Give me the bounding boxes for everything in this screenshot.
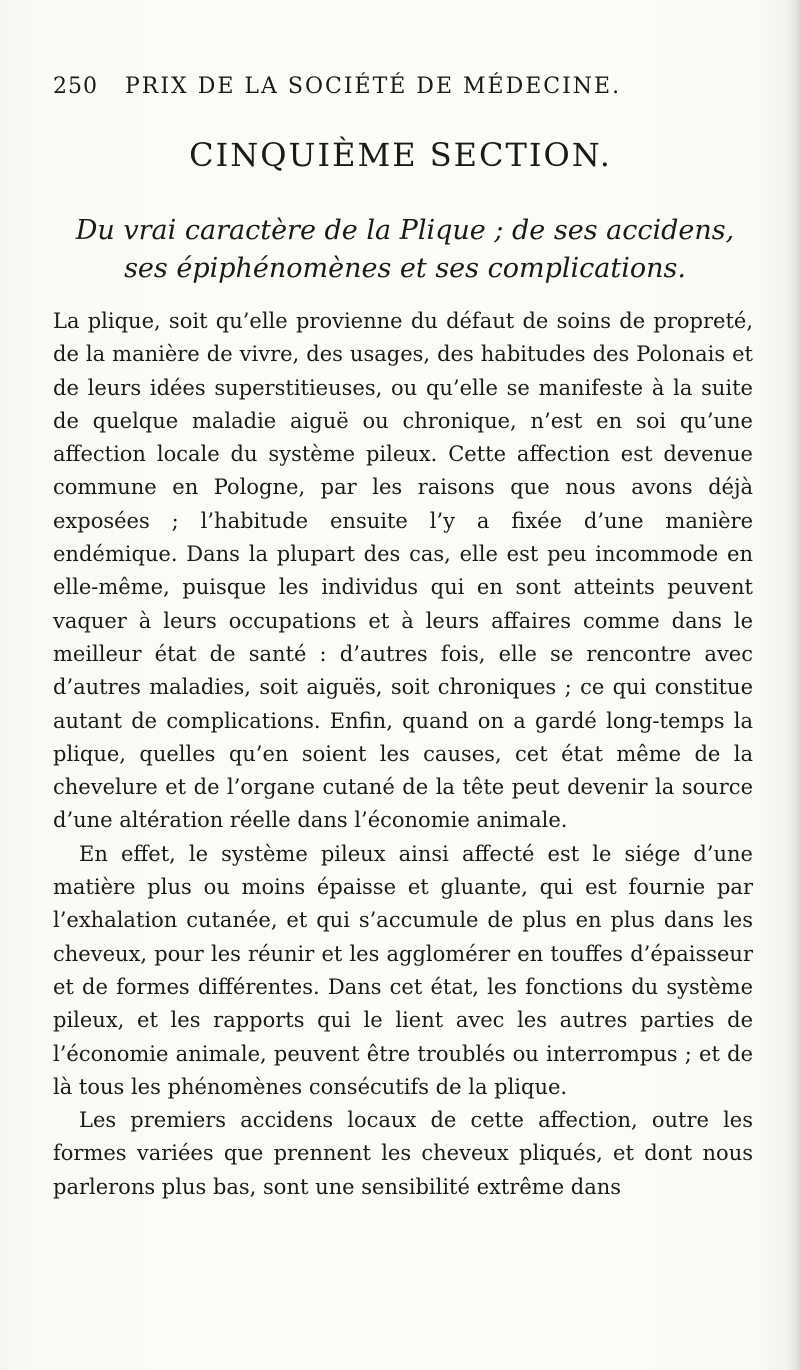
running-head-title: PRIX DE LA SOCIÉTÉ DE MÉDECINE. [125,74,622,99]
page-number: 250 [53,74,98,99]
body-text [53,305,753,1204]
running-head [53,74,753,104]
section-title: CINQUIÈME SECTION. [189,136,612,174]
section-subtitle: Du vrai caractère de la Plique ; de ses accidens, ses épiphénomènes et ses complications. [75,215,735,284]
paragraph-2: En effet, le système pileux ainsi affecté est le siége d’une matière plus ou moins épaisse et gluante, qui est fournie par l’exhalation cutanée, et qui s’accumule de plus en plus dans les cheveux, pour les réunir et les agglomérer en touffes d’épaisseur et de formes différentes. Dans cet état, les fonctions du système pileux, et les rapports qui le lient avec les autres parties de l’économie animale, peuvent être troublés ou interrompus ; et de là tous les phénomènes consécutifs de la plique. [53,841,753,1099]
paragraph-3: Les premiers accidens locaux de cette affection, outre les formes variées que prennent les cheveux pliqués, et dont nous parlerons plus bas, sont une sensibilité extrême dans [53,1108,753,1199]
paragraph-1: La plique, soit qu’elle provienne du défaut de soins de propreté, de la manière de vivre, des usages, des habitudes des Polonais et de leurs idées superstitieuses, ou qu’elle se manifeste à la suite de quelque maladie aiguë ou chronique, n’est en soi qu’une affection locale du système pileux. Cette affection est devenue commune en Pologne, par les raisons que nous avons déjà exposées ; l’habitude ensuite l’y a fixée d’une manière endémique. Dans la plupart des cas, elle est peu incommode en elle-même, puisque les individus qui en sont atteints peuvent vaquer à leurs occupations et à leurs affaires comme dans le meilleur état de santé : d’autres fois, elle se rencontre avec d’autres maladies, soit aiguës, soit chroniques ; ce qui constitue autant de complications. Enfin, quand on a gardé long-temps la plique, quelles qu’en soient les causes, cet état même de la chevelure et de l’organe cutané de la tête peut devenir la source d’une altération réelle dans l’économie animale. [53,309,753,833]
page-edge-shadow [787,0,801,1370]
